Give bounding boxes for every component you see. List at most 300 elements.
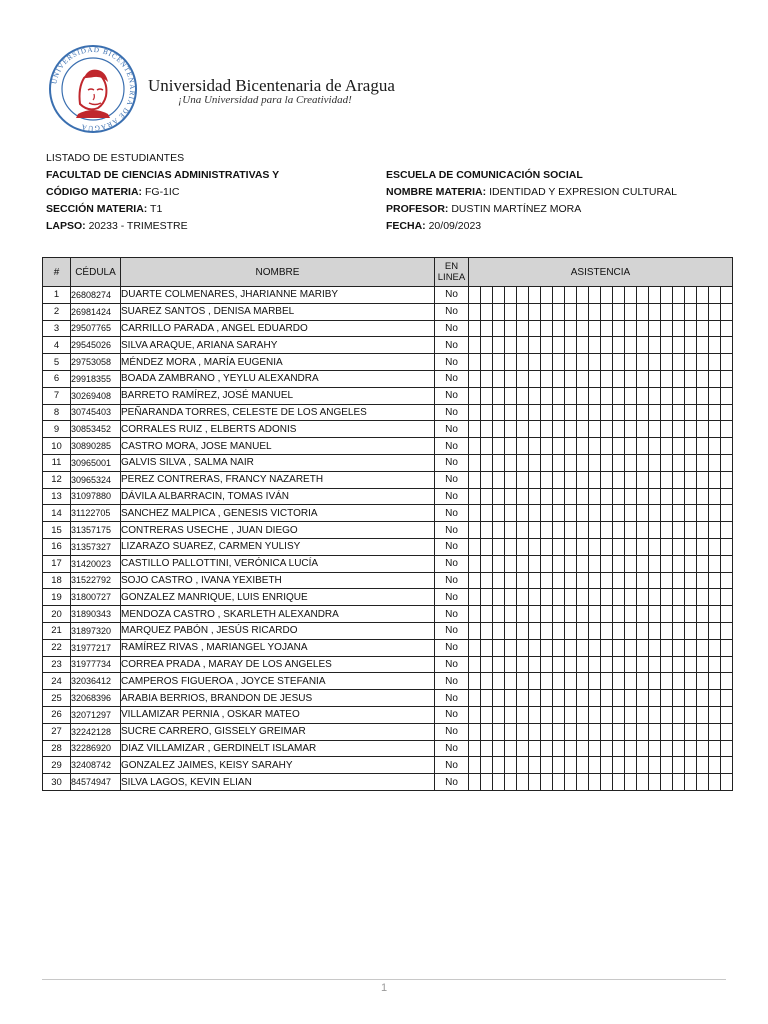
attendance-box[interactable] <box>685 438 697 455</box>
attendance-box[interactable] <box>505 622 517 639</box>
attendance-box[interactable] <box>709 572 721 589</box>
attendance-box[interactable] <box>721 337 733 354</box>
attendance-box[interactable] <box>637 555 649 572</box>
attendance-box[interactable] <box>697 438 709 455</box>
attendance-box[interactable] <box>577 723 589 740</box>
attendance-box[interactable] <box>529 555 541 572</box>
attendance-box[interactable] <box>577 320 589 337</box>
attendance-box[interactable] <box>685 354 697 371</box>
attendance-box[interactable] <box>661 757 673 774</box>
attendance-box[interactable] <box>673 774 685 791</box>
attendance-box[interactable] <box>673 354 685 371</box>
attendance-box[interactable] <box>481 774 493 791</box>
attendance-box[interactable] <box>673 690 685 707</box>
attendance-box[interactable] <box>721 639 733 656</box>
attendance-box[interactable] <box>649 320 661 337</box>
attendance-box[interactable] <box>625 438 637 455</box>
attendance-box[interactable] <box>637 589 649 606</box>
attendance-box[interactable] <box>529 454 541 471</box>
attendance-box[interactable] <box>493 370 505 387</box>
attendance-box[interactable] <box>589 622 601 639</box>
attendance-box[interactable] <box>637 404 649 421</box>
attendance-box[interactable] <box>721 421 733 438</box>
attendance-box[interactable] <box>553 421 565 438</box>
attendance-box[interactable] <box>505 522 517 539</box>
attendance-box[interactable] <box>565 354 577 371</box>
attendance-box[interactable] <box>577 538 589 555</box>
attendance-box[interactable] <box>565 757 577 774</box>
attendance-box[interactable] <box>721 723 733 740</box>
attendance-box[interactable] <box>625 387 637 404</box>
attendance-box[interactable] <box>709 471 721 488</box>
attendance-box[interactable] <box>661 421 673 438</box>
attendance-box[interactable] <box>721 522 733 539</box>
attendance-box[interactable] <box>637 387 649 404</box>
attendance-box[interactable] <box>673 757 685 774</box>
attendance-box[interactable] <box>625 774 637 791</box>
attendance-box[interactable] <box>661 690 673 707</box>
attendance-box[interactable] <box>721 320 733 337</box>
attendance-box[interactable] <box>673 320 685 337</box>
attendance-box[interactable] <box>553 454 565 471</box>
attendance-box[interactable] <box>637 723 649 740</box>
attendance-box[interactable] <box>697 757 709 774</box>
attendance-box[interactable] <box>709 287 721 304</box>
attendance-box[interactable] <box>721 404 733 421</box>
attendance-box[interactable] <box>637 774 649 791</box>
attendance-box[interactable] <box>685 706 697 723</box>
attendance-box[interactable] <box>601 606 613 623</box>
attendance-box[interactable] <box>601 505 613 522</box>
attendance-box[interactable] <box>649 774 661 791</box>
attendance-box[interactable] <box>505 370 517 387</box>
attendance-box[interactable] <box>697 471 709 488</box>
attendance-box[interactable] <box>637 320 649 337</box>
attendance-box[interactable] <box>505 723 517 740</box>
attendance-box[interactable] <box>637 538 649 555</box>
attendance-box[interactable] <box>625 421 637 438</box>
attendance-box[interactable] <box>649 538 661 555</box>
attendance-box[interactable] <box>517 387 529 404</box>
attendance-box[interactable] <box>541 690 553 707</box>
attendance-box[interactable] <box>541 706 553 723</box>
attendance-box[interactable] <box>709 354 721 371</box>
attendance-box[interactable] <box>493 606 505 623</box>
attendance-box[interactable] <box>685 723 697 740</box>
attendance-box[interactable] <box>493 538 505 555</box>
attendance-box[interactable] <box>529 522 541 539</box>
attendance-box[interactable] <box>637 656 649 673</box>
attendance-box[interactable] <box>541 505 553 522</box>
attendance-box[interactable] <box>589 387 601 404</box>
attendance-box[interactable] <box>493 673 505 690</box>
attendance-box[interactable] <box>553 723 565 740</box>
attendance-box[interactable] <box>529 505 541 522</box>
attendance-box[interactable] <box>517 488 529 505</box>
attendance-box[interactable] <box>481 505 493 522</box>
attendance-box[interactable] <box>577 522 589 539</box>
attendance-box[interactable] <box>517 538 529 555</box>
attendance-box[interactable] <box>613 639 625 656</box>
attendance-box[interactable] <box>661 337 673 354</box>
attendance-box[interactable] <box>553 505 565 522</box>
attendance-box[interactable] <box>553 354 565 371</box>
attendance-box[interactable] <box>553 740 565 757</box>
attendance-box[interactable] <box>529 354 541 371</box>
attendance-box[interactable] <box>697 690 709 707</box>
attendance-box[interactable] <box>685 454 697 471</box>
attendance-box[interactable] <box>529 421 541 438</box>
attendance-box[interactable] <box>481 555 493 572</box>
attendance-box[interactable] <box>481 706 493 723</box>
attendance-box[interactable] <box>493 387 505 404</box>
attendance-box[interactable] <box>673 639 685 656</box>
attendance-box[interactable] <box>577 589 589 606</box>
attendance-box[interactable] <box>577 555 589 572</box>
attendance-box[interactable] <box>649 639 661 656</box>
attendance-box[interactable] <box>601 673 613 690</box>
attendance-box[interactable] <box>469 421 481 438</box>
attendance-box[interactable] <box>625 589 637 606</box>
attendance-box[interactable] <box>709 538 721 555</box>
attendance-box[interactable] <box>589 706 601 723</box>
attendance-box[interactable] <box>493 488 505 505</box>
attendance-box[interactable] <box>577 370 589 387</box>
attendance-box[interactable] <box>577 438 589 455</box>
attendance-box[interactable] <box>601 774 613 791</box>
attendance-box[interactable] <box>613 656 625 673</box>
attendance-box[interactable] <box>505 690 517 707</box>
attendance-box[interactable] <box>577 740 589 757</box>
attendance-box[interactable] <box>613 538 625 555</box>
attendance-box[interactable] <box>517 454 529 471</box>
attendance-box[interactable] <box>685 404 697 421</box>
attendance-box[interactable] <box>541 589 553 606</box>
attendance-box[interactable] <box>709 622 721 639</box>
attendance-box[interactable] <box>517 757 529 774</box>
attendance-box[interactable] <box>553 488 565 505</box>
attendance-box[interactable] <box>529 690 541 707</box>
attendance-box[interactable] <box>637 287 649 304</box>
attendance-box[interactable] <box>541 404 553 421</box>
attendance-box[interactable] <box>565 404 577 421</box>
attendance-box[interactable] <box>541 370 553 387</box>
attendance-box[interactable] <box>517 337 529 354</box>
attendance-box[interactable] <box>589 757 601 774</box>
attendance-box[interactable] <box>565 454 577 471</box>
attendance-box[interactable] <box>721 471 733 488</box>
attendance-box[interactable] <box>529 404 541 421</box>
attendance-box[interactable] <box>721 538 733 555</box>
attendance-box[interactable] <box>505 639 517 656</box>
attendance-box[interactable] <box>577 622 589 639</box>
attendance-box[interactable] <box>697 639 709 656</box>
attendance-box[interactable] <box>553 673 565 690</box>
attendance-box[interactable] <box>481 589 493 606</box>
attendance-box[interactable] <box>493 320 505 337</box>
attendance-box[interactable] <box>685 522 697 539</box>
attendance-box[interactable] <box>517 404 529 421</box>
attendance-box[interactable] <box>505 706 517 723</box>
attendance-box[interactable] <box>505 488 517 505</box>
attendance-box[interactable] <box>553 320 565 337</box>
attendance-box[interactable] <box>637 471 649 488</box>
attendance-box[interactable] <box>673 287 685 304</box>
attendance-box[interactable] <box>673 706 685 723</box>
attendance-box[interactable] <box>529 337 541 354</box>
attendance-box[interactable] <box>673 656 685 673</box>
attendance-box[interactable] <box>625 471 637 488</box>
attendance-box[interactable] <box>673 454 685 471</box>
attendance-box[interactable] <box>493 757 505 774</box>
attendance-box[interactable] <box>625 404 637 421</box>
attendance-box[interactable] <box>481 287 493 304</box>
attendance-box[interactable] <box>517 320 529 337</box>
attendance-box[interactable] <box>637 673 649 690</box>
attendance-box[interactable] <box>697 555 709 572</box>
attendance-box[interactable] <box>481 606 493 623</box>
attendance-box[interactable] <box>661 505 673 522</box>
attendance-box[interactable] <box>673 438 685 455</box>
attendance-box[interactable] <box>625 488 637 505</box>
attendance-box[interactable] <box>493 706 505 723</box>
attendance-box[interactable] <box>493 656 505 673</box>
attendance-box[interactable] <box>505 354 517 371</box>
attendance-box[interactable] <box>589 774 601 791</box>
attendance-box[interactable] <box>481 757 493 774</box>
attendance-box[interactable] <box>613 757 625 774</box>
attendance-box[interactable] <box>565 656 577 673</box>
attendance-box[interactable] <box>697 454 709 471</box>
attendance-box[interactable] <box>673 387 685 404</box>
attendance-box[interactable] <box>517 639 529 656</box>
attendance-box[interactable] <box>709 404 721 421</box>
attendance-box[interactable] <box>625 538 637 555</box>
attendance-box[interactable] <box>697 522 709 539</box>
attendance-box[interactable] <box>637 606 649 623</box>
attendance-box[interactable] <box>469 572 481 589</box>
attendance-box[interactable] <box>481 354 493 371</box>
attendance-box[interactable] <box>637 622 649 639</box>
attendance-box[interactable] <box>589 606 601 623</box>
attendance-box[interactable] <box>517 505 529 522</box>
attendance-box[interactable] <box>505 656 517 673</box>
attendance-box[interactable] <box>541 673 553 690</box>
attendance-box[interactable] <box>709 606 721 623</box>
attendance-box[interactable] <box>565 555 577 572</box>
attendance-box[interactable] <box>481 337 493 354</box>
attendance-box[interactable] <box>637 454 649 471</box>
attendance-box[interactable] <box>625 454 637 471</box>
attendance-box[interactable] <box>721 589 733 606</box>
attendance-box[interactable] <box>565 639 577 656</box>
attendance-box[interactable] <box>577 656 589 673</box>
attendance-box[interactable] <box>601 320 613 337</box>
attendance-box[interactable] <box>565 622 577 639</box>
attendance-box[interactable] <box>481 471 493 488</box>
attendance-box[interactable] <box>517 438 529 455</box>
attendance-box[interactable] <box>721 287 733 304</box>
attendance-box[interactable] <box>601 522 613 539</box>
attendance-box[interactable] <box>649 706 661 723</box>
attendance-box[interactable] <box>649 622 661 639</box>
attendance-box[interactable] <box>637 757 649 774</box>
attendance-box[interactable] <box>673 555 685 572</box>
attendance-box[interactable] <box>637 639 649 656</box>
attendance-box[interactable] <box>709 723 721 740</box>
attendance-box[interactable] <box>469 354 481 371</box>
attendance-box[interactable] <box>481 723 493 740</box>
attendance-box[interactable] <box>469 706 481 723</box>
attendance-box[interactable] <box>589 287 601 304</box>
attendance-box[interactable] <box>649 303 661 320</box>
attendance-box[interactable] <box>541 320 553 337</box>
attendance-box[interactable] <box>481 622 493 639</box>
attendance-box[interactable] <box>625 690 637 707</box>
attendance-box[interactable] <box>517 656 529 673</box>
attendance-box[interactable] <box>685 589 697 606</box>
attendance-box[interactable] <box>625 723 637 740</box>
attendance-box[interactable] <box>649 656 661 673</box>
attendance-box[interactable] <box>529 387 541 404</box>
attendance-box[interactable] <box>709 303 721 320</box>
attendance-box[interactable] <box>481 690 493 707</box>
attendance-box[interactable] <box>589 723 601 740</box>
attendance-box[interactable] <box>649 287 661 304</box>
attendance-box[interactable] <box>601 555 613 572</box>
attendance-box[interactable] <box>625 622 637 639</box>
attendance-box[interactable] <box>685 555 697 572</box>
attendance-box[interactable] <box>721 706 733 723</box>
attendance-box[interactable] <box>493 404 505 421</box>
attendance-box[interactable] <box>589 555 601 572</box>
attendance-box[interactable] <box>673 303 685 320</box>
attendance-box[interactable] <box>649 572 661 589</box>
attendance-box[interactable] <box>505 572 517 589</box>
attendance-box[interactable] <box>601 740 613 757</box>
attendance-box[interactable] <box>553 606 565 623</box>
attendance-box[interactable] <box>637 337 649 354</box>
attendance-box[interactable] <box>601 572 613 589</box>
attendance-box[interactable] <box>553 622 565 639</box>
attendance-box[interactable] <box>625 740 637 757</box>
attendance-box[interactable] <box>481 320 493 337</box>
attendance-box[interactable] <box>721 757 733 774</box>
attendance-box[interactable] <box>577 303 589 320</box>
attendance-box[interactable] <box>505 774 517 791</box>
attendance-box[interactable] <box>613 690 625 707</box>
attendance-box[interactable] <box>469 438 481 455</box>
attendance-box[interactable] <box>553 538 565 555</box>
attendance-box[interactable] <box>673 740 685 757</box>
attendance-box[interactable] <box>613 438 625 455</box>
attendance-box[interactable] <box>709 740 721 757</box>
attendance-box[interactable] <box>661 555 673 572</box>
attendance-box[interactable] <box>565 287 577 304</box>
attendance-box[interactable] <box>589 337 601 354</box>
attendance-box[interactable] <box>565 572 577 589</box>
attendance-box[interactable] <box>505 740 517 757</box>
attendance-box[interactable] <box>673 723 685 740</box>
attendance-box[interactable] <box>709 774 721 791</box>
attendance-box[interactable] <box>541 471 553 488</box>
attendance-box[interactable] <box>601 723 613 740</box>
attendance-box[interactable] <box>637 488 649 505</box>
attendance-box[interactable] <box>673 622 685 639</box>
attendance-box[interactable] <box>481 488 493 505</box>
attendance-box[interactable] <box>577 774 589 791</box>
attendance-box[interactable] <box>541 555 553 572</box>
attendance-box[interactable] <box>589 589 601 606</box>
attendance-box[interactable] <box>649 673 661 690</box>
attendance-box[interactable] <box>649 438 661 455</box>
attendance-box[interactable] <box>589 673 601 690</box>
attendance-box[interactable] <box>625 354 637 371</box>
attendance-box[interactable] <box>625 757 637 774</box>
attendance-box[interactable] <box>493 454 505 471</box>
attendance-box[interactable] <box>721 488 733 505</box>
attendance-box[interactable] <box>565 673 577 690</box>
attendance-box[interactable] <box>709 454 721 471</box>
attendance-box[interactable] <box>601 639 613 656</box>
attendance-box[interactable] <box>541 538 553 555</box>
attendance-box[interactable] <box>673 538 685 555</box>
attendance-box[interactable] <box>721 774 733 791</box>
attendance-box[interactable] <box>649 454 661 471</box>
attendance-box[interactable] <box>601 589 613 606</box>
attendance-box[interactable] <box>697 287 709 304</box>
attendance-box[interactable] <box>577 572 589 589</box>
attendance-box[interactable] <box>685 774 697 791</box>
attendance-box[interactable] <box>565 538 577 555</box>
attendance-box[interactable] <box>673 421 685 438</box>
attendance-box[interactable] <box>697 488 709 505</box>
attendance-box[interactable] <box>541 572 553 589</box>
attendance-box[interactable] <box>613 488 625 505</box>
attendance-box[interactable] <box>469 454 481 471</box>
attendance-box[interactable] <box>601 488 613 505</box>
attendance-box[interactable] <box>553 690 565 707</box>
attendance-box[interactable] <box>685 387 697 404</box>
attendance-box[interactable] <box>637 690 649 707</box>
attendance-box[interactable] <box>469 522 481 539</box>
attendance-box[interactable] <box>577 505 589 522</box>
attendance-box[interactable] <box>637 505 649 522</box>
attendance-box[interactable] <box>505 404 517 421</box>
attendance-box[interactable] <box>697 337 709 354</box>
attendance-box[interactable] <box>625 337 637 354</box>
attendance-box[interactable] <box>721 622 733 639</box>
attendance-box[interactable] <box>637 354 649 371</box>
attendance-box[interactable] <box>517 555 529 572</box>
attendance-box[interactable] <box>697 538 709 555</box>
attendance-box[interactable] <box>661 370 673 387</box>
attendance-box[interactable] <box>469 287 481 304</box>
attendance-box[interactable] <box>721 690 733 707</box>
attendance-box[interactable] <box>637 438 649 455</box>
attendance-box[interactable] <box>661 438 673 455</box>
attendance-box[interactable] <box>661 774 673 791</box>
attendance-box[interactable] <box>685 337 697 354</box>
attendance-box[interactable] <box>529 622 541 639</box>
attendance-box[interactable] <box>481 303 493 320</box>
attendance-box[interactable] <box>541 656 553 673</box>
attendance-box[interactable] <box>553 572 565 589</box>
attendance-box[interactable] <box>469 370 481 387</box>
attendance-box[interactable] <box>493 572 505 589</box>
attendance-box[interactable] <box>541 522 553 539</box>
attendance-box[interactable] <box>721 454 733 471</box>
